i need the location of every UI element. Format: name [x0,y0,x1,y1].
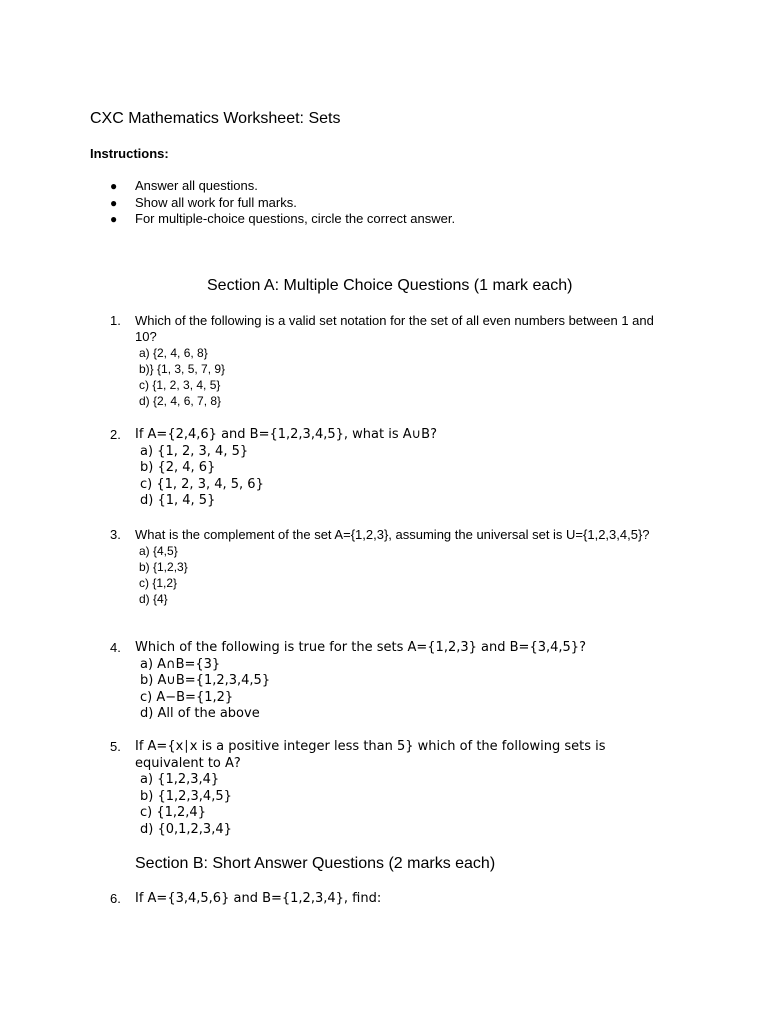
instruction-text: For multiple-choice questions, circle the correct answer. [135,211,456,226]
answer-option[interactable]: b) {2, 4, 6} [140,460,216,475]
answer-option[interactable]: d) All of the above [140,706,260,721]
answer-options [140,657,670,723]
instruction-item [110,211,455,228]
question-5 [110,739,670,838]
bullet-icon: ● [110,195,118,210]
answer-option[interactable]: a) {4,5} [139,544,178,558]
question-number: 1. [110,313,121,328]
answer-option[interactable]: d) {1, 4, 5} [140,493,216,508]
section-a-heading: Section A: Multiple Choice Questions (1 mark each) [207,277,573,294]
instruction-text: Answer all questions. [135,178,258,193]
answer-option[interactable]: c) {1, 2, 3, 4, 5} [139,378,221,392]
question-4 [110,640,670,723]
answer-option[interactable]: b) {1,2,3,4,5} [140,788,232,804]
answer-option[interactable]: b) A∪B={1,2,3,4,5} [140,673,271,688]
question-3 [110,527,670,607]
answer-option[interactable]: c) {1, 2, 3, 4, 5, 6} [140,476,264,492]
answer-option[interactable]: c) A−B={1,2} [140,689,234,705]
answer-options [139,345,670,409]
instructions-list [110,178,455,228]
question-text: What is the complement of the set A={1,2,3}, assuming the universal set is U={1,2,3,4,5}? [135,527,650,542]
answer-option[interactable]: c) {1,2} [139,576,178,590]
answer-option[interactable]: a) {1,2,3,4} [140,772,220,787]
section-b-heading: Section B: Short Answer Questions (2 marks each) [135,855,496,872]
question-text: If A={x∣x is a positive integer less than 5} which of the following sets is equivalent to A? [135,739,606,771]
answer-option[interactable]: d) {2, 4, 6, 7, 8} [139,394,222,408]
answer-options [140,444,670,510]
question-1 [110,313,670,409]
question-number: 6. [110,891,121,906]
instructions-heading: Instructions: [90,146,169,161]
answer-option[interactable]: b)} {1, 3, 5, 7, 9} [139,362,226,376]
bullet-icon: ● [110,212,118,226]
answer-options [140,772,670,838]
document-title: CXC Mathematics Worksheet: Sets [90,110,341,127]
question-6 [110,891,670,908]
question-2 [110,427,670,510]
question-text: Which of the following is a valid set notation for the set of all even numbers between 1 and 10? [135,313,654,344]
answer-option[interactable]: c) {1,2,4} [140,805,206,820]
answer-option[interactable]: b) {1,2,3} [139,560,188,574]
instruction-text: Show all work for full marks. [135,194,297,210]
bullet-icon: ● [110,179,118,193]
instruction-item [110,178,455,195]
answer-options [139,543,670,607]
question-number: 4. [110,640,121,655]
question-text: If A={3,4,5,6} and B={1,2,3,4}, find: [135,891,382,906]
question-text: If A={2,4,6} and B={1,2,3,4,5}, what is A∪B? [135,427,437,442]
answer-option[interactable]: d) {0,1,2,3,4} [140,821,232,837]
instruction-item [110,195,455,212]
question-number: 2. [110,427,121,442]
question-number: 3. [110,527,121,542]
answer-option[interactable]: a) {2, 4, 6, 8} [139,346,208,360]
question-number: 5. [110,739,121,754]
answer-option[interactable]: d) {4} [139,592,168,606]
answer-option[interactable]: a) A∩B={3} [140,656,221,672]
answer-option[interactable]: a) {1, 2, 3, 4, 5} [140,443,249,459]
question-text: Which of the following is true for the sets A={1,2,3} and B={3,4,5}? [135,640,586,655]
